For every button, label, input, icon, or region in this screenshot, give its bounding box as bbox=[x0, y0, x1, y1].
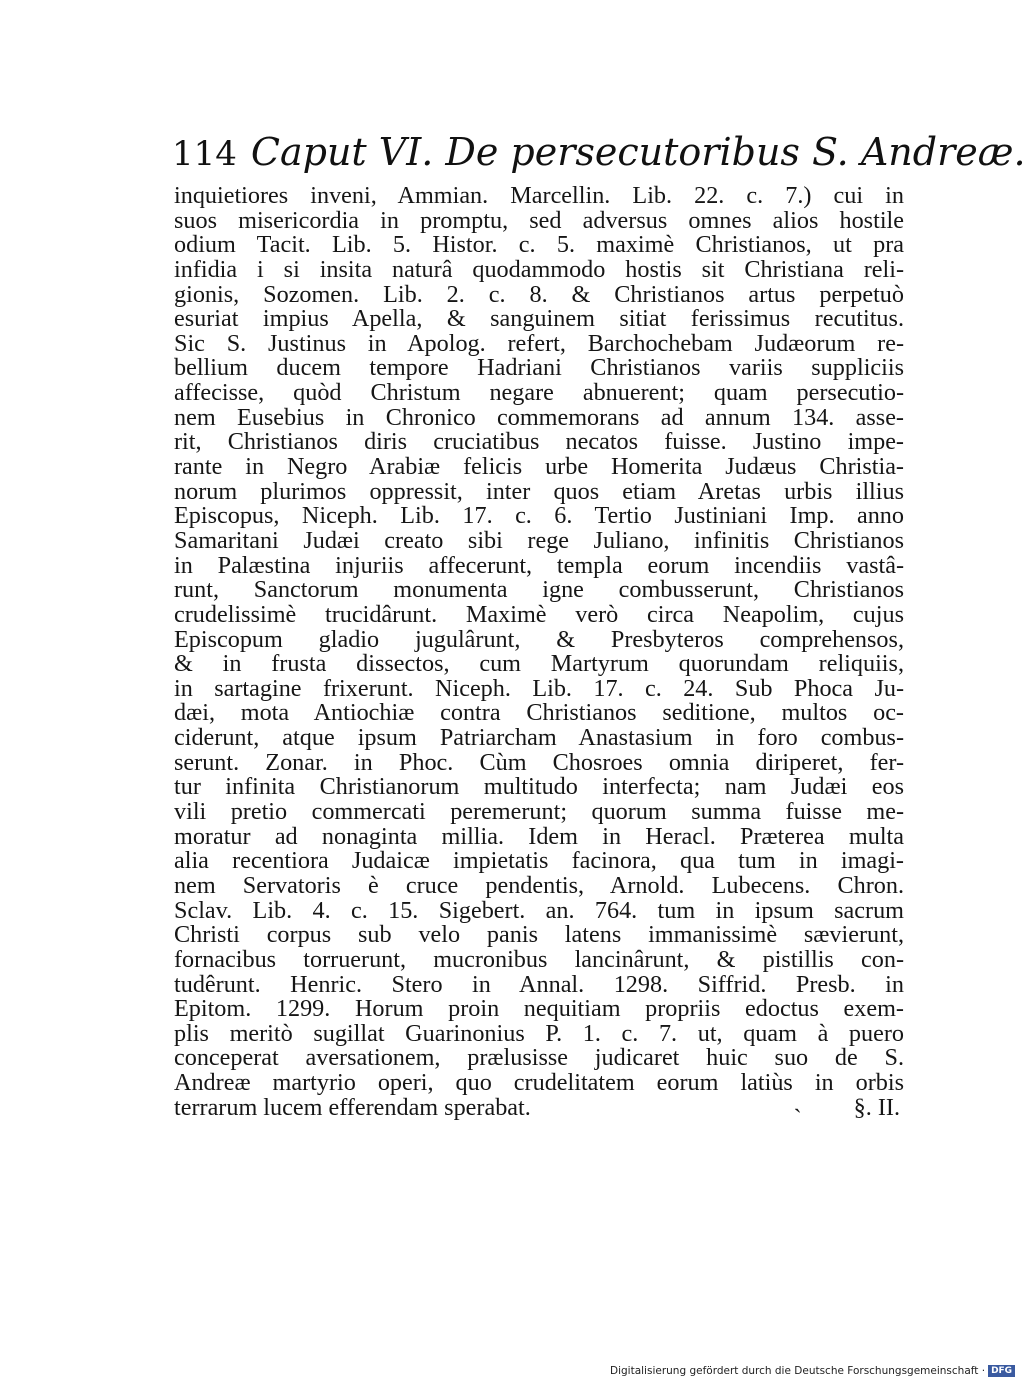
chapter-title: Caput VI. De persecutoribus S. Andreæ. bbox=[250, 130, 1026, 174]
dfg-logo: DFG bbox=[988, 1365, 1015, 1377]
body-text bbox=[174, 184, 904, 1120]
text-line: inquietiores inveni, Ammian. Marcellin. Lib. 22. c. 7.) cui in bbox=[174, 182, 904, 209]
text-line: Andreæ martyrio operi, quo crudelitatem eorum latiùs in orbis bbox=[174, 1069, 904, 1097]
text-line: Christi corpus sub velo panis latens immanissimè sævierunt, bbox=[174, 921, 904, 949]
last-line-text: terrarum lucem efferendam sperabat. bbox=[174, 1093, 531, 1121]
text-line: crudelissimè trucidârunt. Maximè verò circa Neapolim, cujus bbox=[174, 600, 904, 628]
stray-mark: ˴ bbox=[793, 1093, 802, 1121]
text-line: alia recentiora Judaicæ impietatis facinora, qua tum in imagi- bbox=[174, 847, 904, 875]
text-line: tudêrunt. Henric. Stero in Annal. 1298. Siffrid. Presb. in bbox=[174, 970, 904, 998]
text-line: Samaritani Judæi creato sibi rege Juliano, infinitis Christianos bbox=[174, 526, 904, 554]
text-line: esuriat impius Apella, & sanguinem sitiat ferissimus recutitus. bbox=[174, 305, 904, 333]
text-line: rit, Christianos diris cruciatibus necatos fuisse. Justino impe- bbox=[174, 428, 904, 456]
digitization-credit bbox=[610, 1364, 1013, 1378]
text-line: Episcopus, Niceph. Lib. 17. c. 6. Tertio Justiniani Imp. anno bbox=[174, 502, 904, 530]
page-number: 114 bbox=[172, 134, 237, 174]
text-line-last bbox=[174, 1093, 904, 1121]
text-line: conceperat aversationem, prælusisse judicaret huic suo de S. bbox=[174, 1044, 904, 1072]
text-line: Sic S. Justinus in Apolog. refert, Barchochebam Judæorum re- bbox=[174, 329, 904, 357]
text-line: runt, Sanctorum monumenta igne combusserunt, Christianos bbox=[174, 576, 904, 604]
text-line: dæi, mota Antiochiæ contra Christianos seditione, multos oc- bbox=[174, 699, 904, 727]
credit-text: Digitalisierung gefördert durch die Deutsche Forschungsgemeinschaft · bbox=[610, 1365, 986, 1377]
text-line: Sclav. Lib. 4. c. 15. Sigebert. an. 764. tum in ipsum sacrum bbox=[174, 896, 904, 924]
text-line: fornacibus torruerunt, mucronibus lancinârunt, & pistillis con- bbox=[174, 945, 904, 973]
section-mark: §. II. bbox=[853, 1093, 900, 1121]
text-line: gionis, Sozomen. Lib. 2. c. 8. & Christianos artus perpetuò bbox=[174, 280, 904, 308]
text-line: tur infinita Christianorum multitudo interfecta; nam Judæi eos bbox=[174, 773, 904, 801]
text-line: nem Eusebius in Chronico commemorans ad annum 134. asse- bbox=[174, 403, 904, 431]
text-line: & in frusta dissectos, cum Martyrum quorundam reliquiis, bbox=[174, 650, 904, 678]
text-line: Episcopum gladio jugulârunt, & Presbyteros comprehensos, bbox=[174, 625, 904, 653]
text-line: ciderunt, atque ipsum Patriarcham Anastasium in foro combus- bbox=[174, 724, 904, 752]
text-line: plis meritò sugillat Guarinonius P. 1. c. 7. ut, quam à puero bbox=[174, 1019, 904, 1047]
text-line: vili pretio commercati peremerunt; quorum summa fuisse me- bbox=[174, 798, 904, 826]
text-line: rante in Negro Arabiæ felicis urbe Homerita Judæus Christia- bbox=[174, 453, 904, 481]
text-line: Epitom. 1299. Horum proin nequitiam propriis edoctus exem- bbox=[174, 995, 904, 1023]
running-head bbox=[172, 127, 1026, 177]
text-line: suos misericordia in promptu, sed adversus omnes alios hostile bbox=[174, 206, 904, 234]
text-line: odium Tacit. Lib. 5. Histor. c. 5. maximè Christianos, ut pra bbox=[174, 231, 904, 259]
text-line: affecisse, quòd Christum negare abnuerent; quam persecutio- bbox=[174, 379, 904, 407]
text-line: bellium ducem tempore Hadriani Christianos variis suppliciis bbox=[174, 354, 904, 382]
text-line: serunt. Zonar. in Phoc. Cùm Chosroes omnia diriperet, fer- bbox=[174, 748, 904, 776]
text-line: nem Servatoris è cruce pendentis, Arnold. Lubecens. Chron. bbox=[174, 871, 904, 899]
text-line: in sartagine frixerunt. Niceph. Lib. 17. c. 24. Sub Phoca Ju- bbox=[174, 674, 904, 702]
text-line: moratur ad nonaginta millia. Idem in Heracl. Præterea multa bbox=[174, 822, 904, 850]
text-line: infidia i si insita naturâ quodammodo hostis sit Christiana reli- bbox=[174, 255, 904, 283]
text-line: in Palæstina injuriis affecerunt, templa eorum incendiis vastâ- bbox=[174, 551, 904, 579]
text-line: norum plurimos oppressit, inter quos etiam Aretas urbis illius bbox=[174, 477, 904, 505]
